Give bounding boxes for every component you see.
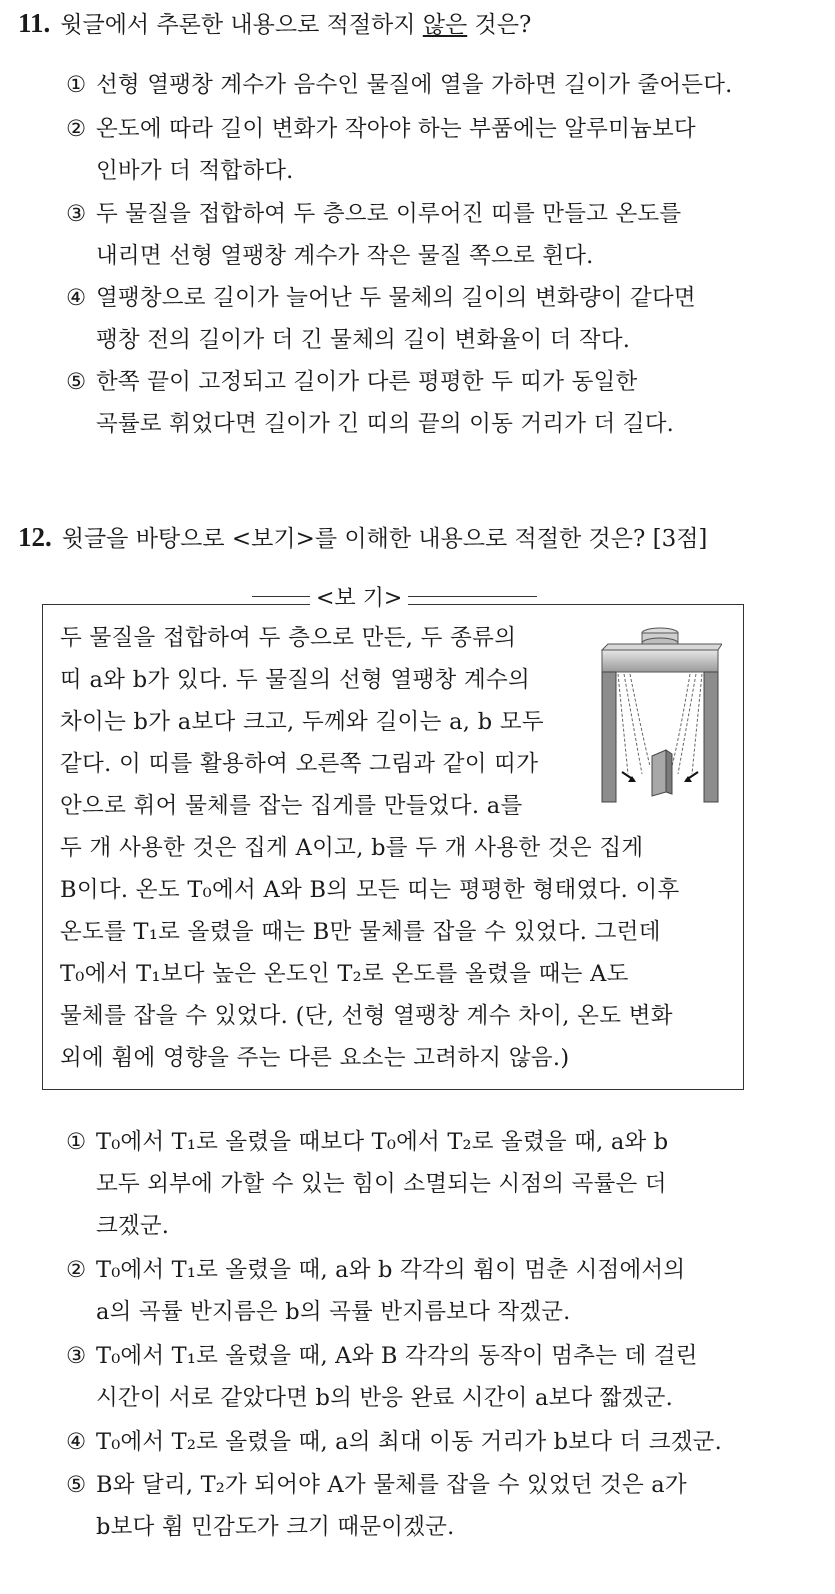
q11-option-5-cont: 곡률로 휘었다면 길이가 긴 띠의 끝의 이동 거리가 더 길다. [96,411,675,437]
q12-option-3-cont: 시간이 서로 같았다면 b의 반응 완료 시간이 a보다 짧겠군. [96,1385,673,1411]
q11-option-5[interactable]: ⑤ 한쪽 끝이 고정되고 길이가 다른 평평한 두 띠가 동일한 [66,369,638,395]
gripper-illustration [598,624,722,804]
q12-option-3[interactable]: ③ T₀에서 T₁로 올렸을 때, A와 B 각각의 동작이 멈추는 데 걸린 [66,1343,698,1369]
q12-option-1[interactable]: ① T₀에서 T₁로 올렸을 때보다 T₀에서 T₂로 올렸을 때, a와 b [66,1129,669,1155]
q11-option-4-cont: 팽창 전의 길이가 더 긴 물체의 길이 변화율이 더 작다. [96,327,631,353]
q12-option-4[interactable]: ④ T₀에서 T₂로 올렸을 때, a의 최대 이동 거리가 b보다 더 크겠군. [66,1429,722,1455]
bogi-line: 물체를 잡을 수 있었다. (단, 선형 열팽창 계수 차이, 온도 변화 [60,1003,673,1029]
bogi-line: 온도를 T₁로 올렸을 때는 B만 물체를 잡을 수 있었다. 그런데 [60,919,661,945]
bogi-line: 띠 a와 b가 있다. 두 물질의 선형 열팽창 계수의 [60,667,531,693]
stem-underlined: 않은 [422,12,468,38]
q12-option-5[interactable]: ⑤ B와 달리, T₂가 되어야 A가 물체를 잡을 수 있었던 것은 a가 [66,1472,687,1498]
q11-option-3[interactable]: ③ 두 물질을 접합하여 두 층으로 이루어진 띠를 만들고 온도를 [66,201,682,227]
question-12-stem [18,520,707,553]
stem-text: 윗글에서 추론한 내용으로 적절하지 [60,12,423,38]
stem-text: 윗글을 바탕으로 <보기>를 이해한 내용으로 적절한 것은? [3점] [61,526,708,552]
q12-option-2[interactable]: ② T₀에서 T₁로 올렸을 때, a와 b 각각의 휨이 멈춘 시점에서의 [66,1257,686,1283]
bogi-line: 두 개 사용한 것은 집게 A이고, b를 두 개 사용한 것은 집게 [60,835,644,861]
q11-option-4[interactable]: ④ 열팽창으로 길이가 늘어난 두 물체의 길이의 변화량이 같다면 [66,285,696,311]
q11-option-1[interactable]: ① 선형 열팽창 계수가 음수인 물질에 열을 가하면 길이가 줄어든다. [66,72,733,98]
bogi-line: B이다. 온도 T₀에서 A와 B의 모든 띠는 평평한 형태였다. 이후 [60,877,680,903]
q11-option-2[interactable]: ② 온도에 따라 길이 변화가 작아야 하는 부품에는 알루미늄보다 [66,116,696,142]
q12-option-1-cont: 모두 외부에 가할 수 있는 힘이 소멸되는 시점의 곡률은 더 [96,1171,667,1197]
stem-text-end: 것은? [467,12,532,38]
q11-option-2-cont: 인바가 더 적합하다. [96,158,294,184]
q12-option-1-cont: 크겠군. [96,1213,170,1239]
question-11-stem [18,6,531,39]
q12-option-5-cont: b보다 휨 민감도가 크기 때문이겠군. [96,1514,455,1540]
q11-option-3-cont: 내리면 선형 열팽창 계수가 작은 물질 쪽으로 휜다. [96,243,594,269]
bogi-line: 같다. 이 띠를 활용하여 오른쪽 그림과 같이 띠가 [60,751,539,777]
bogi-title: <보 기> [310,581,408,612]
bogi-line: 외에 휨에 영향을 주는 다른 요소는 고려하지 않음.) [60,1045,570,1071]
bogi-line: T₀에서 T₁보다 높은 온도인 T₂로 온도를 올렸을 때는 A도 [60,961,629,987]
question-number: 12. [18,522,52,552]
bogi-line: 안으로 휘어 물체를 잡는 집게를 만들었다. a를 [60,793,523,819]
bogi-line: 두 물질을 접합하여 두 층으로 만든, 두 종류의 [60,625,517,651]
bogi-line: 차이는 b가 a보다 크고, 두께와 길이는 a, b 모두 [60,709,544,735]
q12-option-2-cont: a의 곡률 반지름은 b의 곡률 반지름보다 작겠군. [96,1299,571,1325]
question-number: 11. [18,8,51,38]
